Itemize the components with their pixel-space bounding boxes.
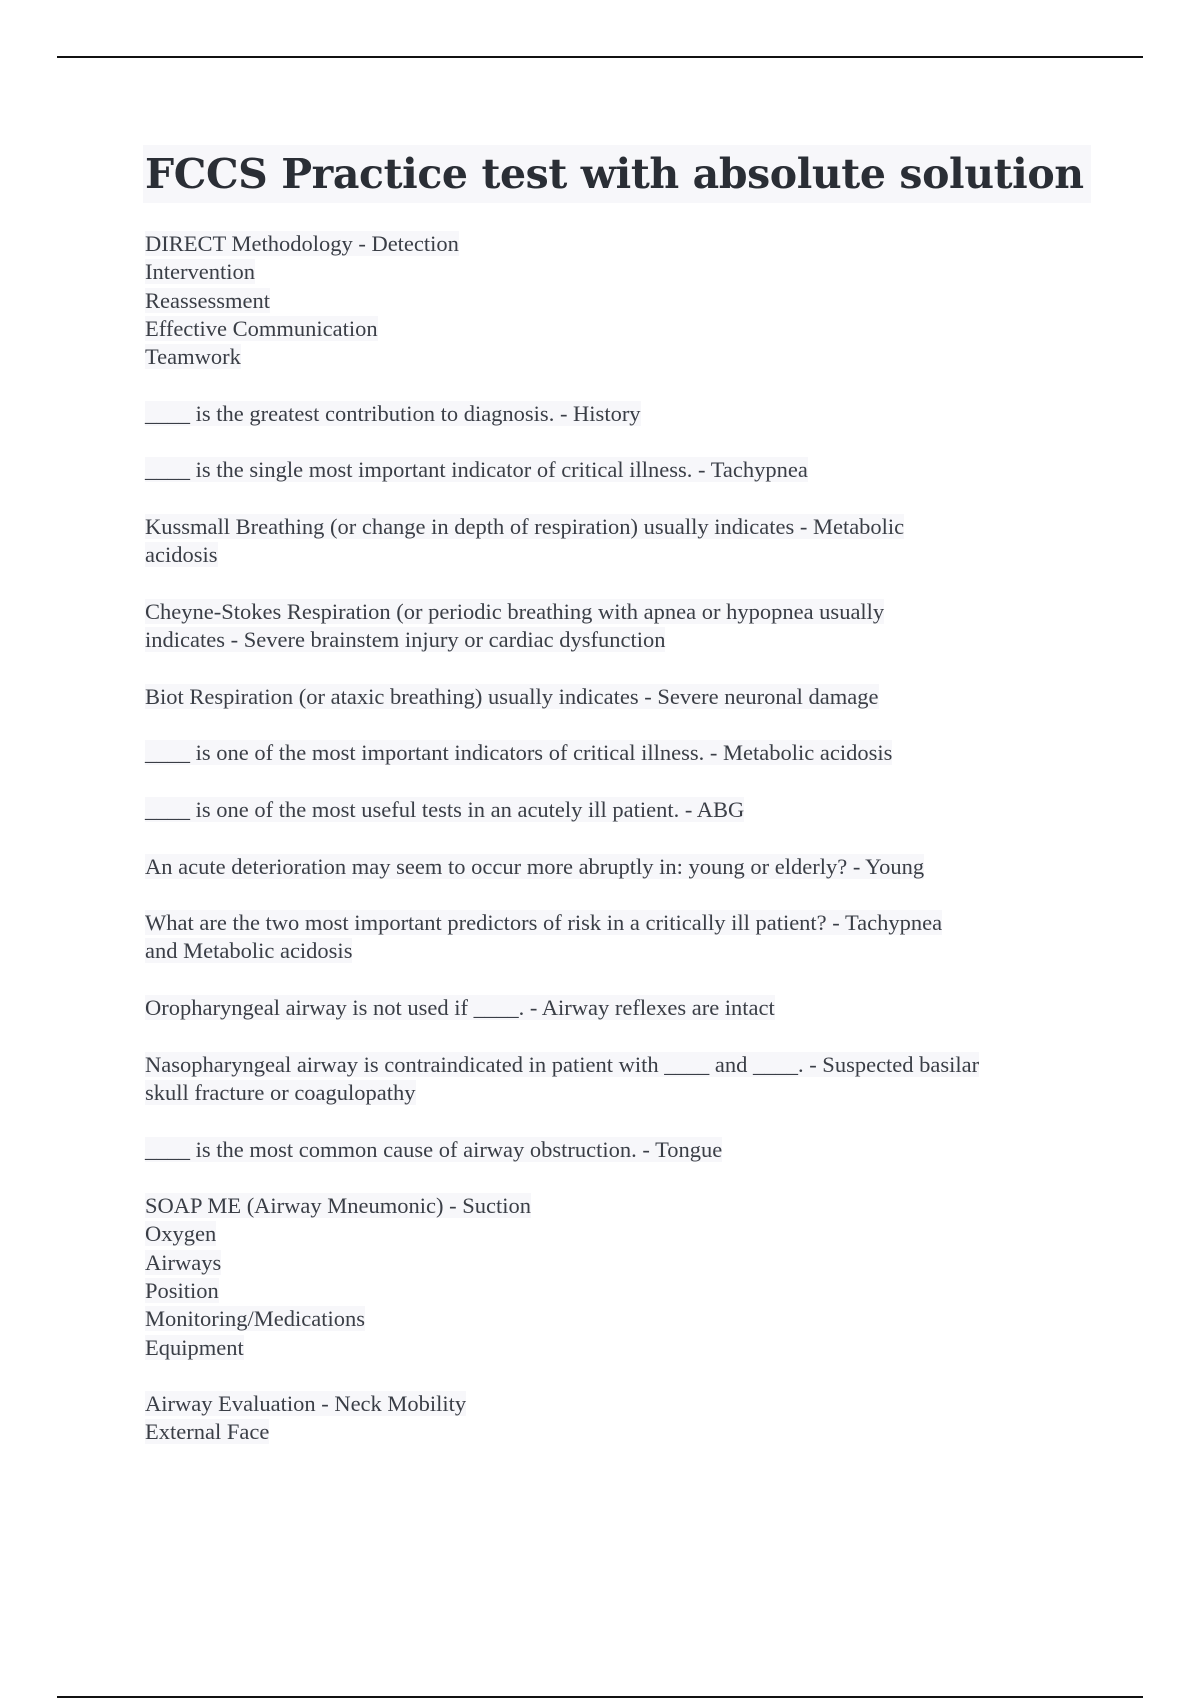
entry-line (145, 456, 1085, 484)
entry-line (145, 1079, 1085, 1107)
entry-line-text: Kussmall Breathing (or change in depth of respiration) usually indicates - Metabolic (145, 513, 905, 539)
qa-entry (145, 796, 1085, 824)
entry-line (145, 400, 1085, 428)
qa-entry (145, 513, 1085, 570)
entry-line-text: ____ is the most common cause of airway obstruction. - Tongue (145, 1136, 723, 1162)
qa-entry (145, 1051, 1085, 1108)
qa-entry (145, 683, 1085, 711)
entry-line-text: Airways (145, 1249, 222, 1275)
entry-line (145, 626, 1085, 654)
entry-line (145, 1192, 1085, 1220)
entry-line (145, 541, 1085, 569)
entry-line-text: Oxygen (145, 1221, 217, 1247)
entry-line (145, 1277, 1085, 1305)
entry-line-text: SOAP ME (Airway Mneumonic) - Suction (145, 1193, 532, 1219)
footer-rule (57, 1696, 1143, 1698)
entry-line-text: ____ is one of the most useful tests in an acutely ill patient. - ABG (145, 796, 745, 822)
entry-line-text: An acute deterioration may seem to occur more abruptly in: young or elderly? - Young (145, 853, 925, 879)
entry-line-text: What are the two most important predictors of risk in a critically ill patient? - Tachypnea (145, 910, 943, 936)
entry-line (145, 909, 1085, 937)
entry-line (145, 1418, 1085, 1446)
qa-entry (145, 456, 1085, 484)
qa-entry (145, 994, 1085, 1022)
entry-line-text: Nasopharyngeal airway is contraindicated in patient with ____ and ____. - Suspected basilar (145, 1051, 980, 1077)
entry-line (145, 1334, 1085, 1362)
entry-line-text: Biot Respiration (or ataxic breathing) usually indicates - Severe neuronal damage (145, 683, 879, 709)
entry-line (145, 1136, 1085, 1164)
entry-line (145, 1390, 1085, 1418)
entry-line-text: ____ is the greatest contribution to diagnosis. - History (145, 400, 641, 426)
entry-line (145, 258, 1085, 286)
entry-line (145, 1220, 1085, 1248)
entry-line-text: DIRECT Methodology - Detection (145, 231, 459, 256)
entry-line-text: Teamwork (145, 344, 241, 370)
entry-line (145, 315, 1085, 343)
entry-line (145, 1305, 1085, 1333)
document-title: FCCS Practice test with absolute solution (145, 150, 1084, 198)
document-body (145, 230, 1085, 1475)
entry-line (145, 796, 1085, 824)
entry-line (145, 343, 1085, 371)
entry-line-text: acidosis (145, 542, 218, 568)
entry-line (145, 739, 1085, 767)
entry-line (145, 853, 1085, 881)
qa-entry (145, 909, 1085, 966)
entry-line (145, 598, 1085, 626)
qa-entry (145, 853, 1085, 881)
qa-entry (145, 1136, 1085, 1164)
qa-entry (145, 598, 1085, 655)
qa-entry (145, 400, 1085, 428)
qa-entry (145, 1390, 1085, 1447)
entry-line-text: Equipment (145, 1334, 244, 1360)
entry-line-text: External Face (145, 1419, 270, 1445)
entry-line-text: Monitoring/Medications (145, 1306, 365, 1332)
entry-line (145, 683, 1085, 711)
qa-entry (145, 739, 1085, 767)
entry-line-text: ____ is one of the most important indicators of critical illness. - Metabolic acidosis (145, 740, 893, 766)
entry-line (145, 513, 1085, 541)
header-rule (57, 56, 1143, 58)
entry-line-text: and Metabolic acidosis (145, 938, 353, 964)
entry-line-text: Position (145, 1277, 219, 1303)
entry-line (145, 1051, 1085, 1079)
entry-line (145, 994, 1085, 1022)
entry-line-text: Effective Communication (145, 315, 378, 341)
entry-line (145, 287, 1085, 315)
qa-entry (145, 1192, 1085, 1362)
entry-line-text: Cheyne-Stokes Respiration (or periodic breathing with apnea or hypopnea usually (145, 598, 885, 624)
entry-line-text: ____ is the single most important indicator of critical illness. - Tachypnea (145, 457, 808, 483)
entry-line (145, 230, 1085, 258)
entry-line (145, 1249, 1085, 1277)
qa-entry (145, 230, 1085, 371)
entry-line-text: Reassessment (145, 287, 270, 313)
entry-line-text: skull fracture or coagulopathy (145, 1079, 416, 1105)
entry-line-text: Intervention (145, 259, 255, 285)
entry-line-text: Oropharyngeal airway is not used if ____. - Airway reflexes are intact (145, 995, 775, 1021)
entry-line (145, 937, 1085, 965)
entry-line-text: Airway Evaluation - Neck Mobility (145, 1391, 467, 1417)
entry-line-text: indicates - Severe brainstem injury or cardiac dysfunction (145, 627, 666, 653)
